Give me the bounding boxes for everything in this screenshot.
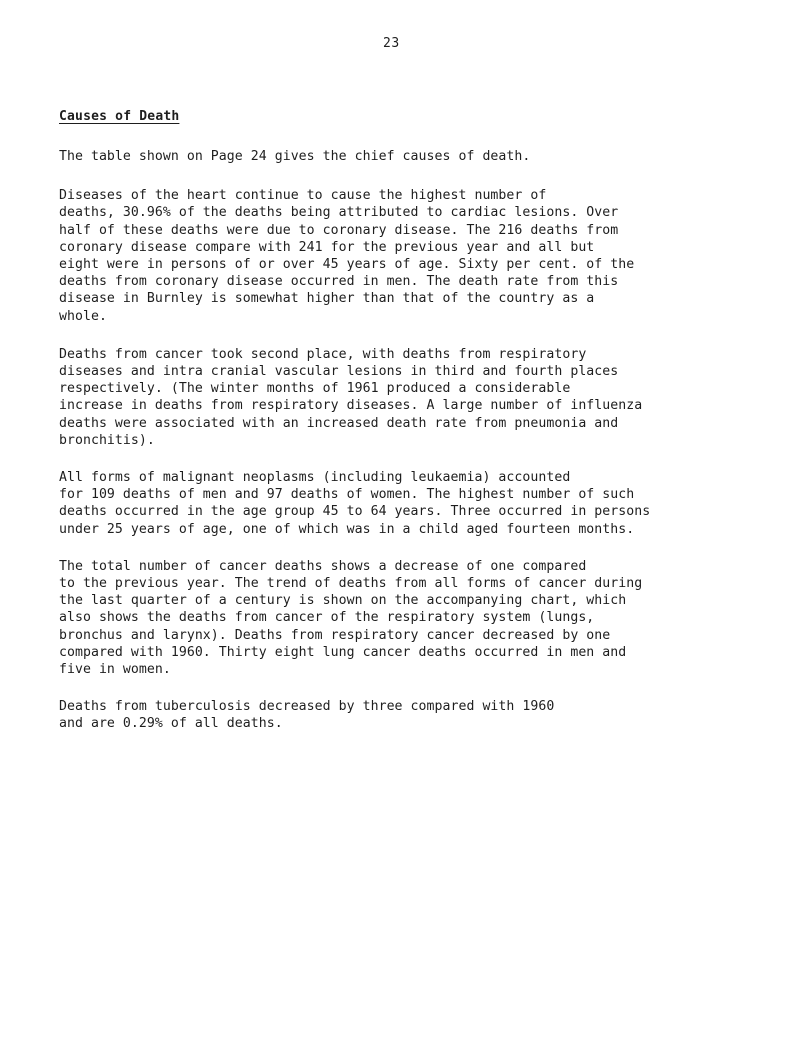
paragraph-cancer-respiratory: Deaths from cancer took second place, with deaths from respiratory diseases and intra cranial vascular lesions in third and fourth places respectively. (The winter months of 1961 produced a considerable increase in deaths from respiratory diseases. A large number of influenza deaths were associated with an increased death rate from pneumonia and bronchitis). [59, 346, 643, 448]
paragraph-intro: The table shown on Page 24 gives the chief causes of death. [59, 149, 531, 164]
body-text [59, 148, 794, 753]
section-heading: Causes of Death [59, 109, 180, 124]
paragraph-cancer-trend: The total number of cancer deaths shows a decrease of one compared to the previous year. The trend of deaths from all forms of cancer during the last quarter of a century is shown on the accompanying chart, which also shows the deaths from cancer of the respiratory system (lungs, bronchus and larynx). Deaths from respiratory cancer decreased by one compared with 1960. Thirty eight lung cancer deaths occurred in men and five in women. [59, 558, 643, 678]
page-number: 23 [383, 36, 400, 51]
paragraph-heart-disease: Diseases of the heart continue to cause the highest number of deaths, 30.96% of the deaths being attributed to cardiac lesions. Over half of these deaths were due to coronary disease. The 216 deaths from coronary disease compare with 241 for the previous year and all but eight were in persons of or over 45 years of age. Sixty per cent. of the deaths from coronary disease occurred in men. The death rate from this disease in Burnley is somewhat higher than that of the country as a whole. [59, 188, 635, 324]
paragraph-malignant-neoplasms: All forms of malignant neoplasms (including leukaemia) accounted for 109 deaths of men and 97 deaths of women. The highest number of such deaths occurred in the age group 45 to 64 years. Three occurred in persons under 25 years of age, one of which was in a child aged fourteen months. [59, 470, 651, 537]
paragraph-tuberculosis: Deaths from tuberculosis decreased by three compared with 1960 and are 0.29% of all deaths. [59, 699, 555, 732]
